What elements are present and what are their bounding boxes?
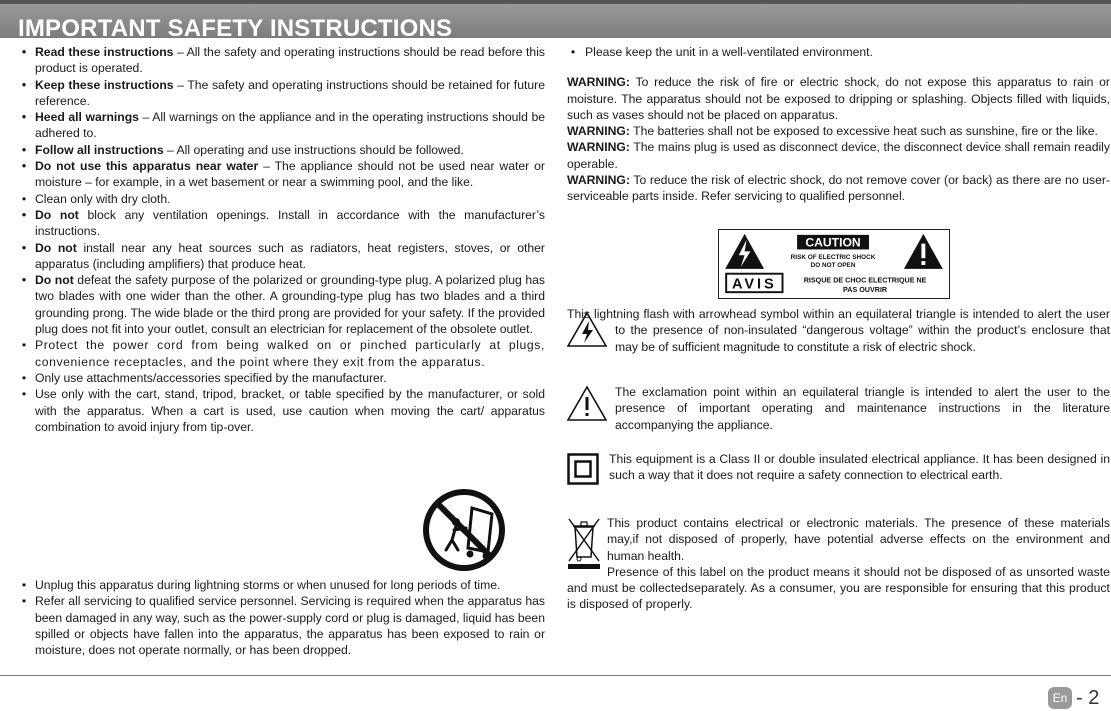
warning-paragraph: WARNING: To reduce the risk of electric shock, do not remove cover (or back) as there are no user-serviceable parts inside. Refer servicing to qualified personnel. [567, 173, 1110, 204]
bullet-icon: • [21, 110, 27, 125]
list-item: • Unplug this apparatus during lightning storms or when unused for long periods of time. [18, 577, 545, 593]
bullet-icon: • [21, 191, 27, 206]
page-title: IMPORTANT SAFETY INSTRUCTIONS [18, 15, 453, 42]
list-item: • Do not use this apparatus near water – The appliance should not be used near water or moisture – for example, in a wet basement or near a swimming pool, and the like. [18, 158, 545, 191]
section-header [0, 4, 1111, 42]
risk-fr-line1: RISQUE DE CHOC ELECTRIQUE NE [803, 276, 927, 285]
list-item: • Follow all instructions – All operating and use instructions should be followed. [18, 142, 545, 158]
bullet-icon: • [21, 77, 27, 92]
double-square-icon [567, 453, 599, 485]
bullet-icon: • [21, 207, 27, 222]
crossed-bin-icon [567, 517, 601, 571]
warning-paragraph: WARNING: The mains plug is used as disconnect device, the disconnect device shall remain readily operable. [567, 140, 1110, 171]
language-badge: En [1048, 687, 1072, 709]
weee-symbol-note: This product contains electrical or electronic materials. The presence of these materials may,if not disposed of properly, have potential adverse effects on the environment and human health. Presence of this label on the product means it should not be disposed of as unsorted waste and must be collectedseparately. As a consumer, you are responsible for ensuring that this product is disposed of properly. [567, 516, 1110, 612]
list-item: • Read these instructions – All the safety and operating instructions should be read before this product is operated. [18, 44, 545, 77]
list-item: • Do not block any ventilation openings. Install in accordance with the manufacturer’s instructions. [18, 207, 545, 240]
risk-en-line1: RISK OF ELECTRIC SHOCK [790, 254, 876, 262]
avis-word: AVIS [732, 276, 777, 293]
lightning-symbol-note: This lightning flash with arrowhead symbol within an equilateral triangle is intended to alert the user to the presence of non-insulated “dangerous voltage” within the product’s enclosure that may be of sufficient magnitude to constitute a risk of electric shock. [567, 307, 1110, 354]
caution-label [718, 229, 950, 299]
left-column-bottom [18, 577, 545, 658]
list-item: • Only use attachments/accessories specified by the manufacturer. [18, 370, 545, 386]
bullet-icon: • [21, 594, 27, 609]
bullet-icon: • [21, 578, 27, 592]
risk-en-line2: DO NOT OPEN [810, 261, 856, 269]
page-number: - 2 [1076, 687, 1100, 709]
warning-paragraph: WARNING: The batteries shall not be exposed to excessive heat such as sunshine, fire or the like. [567, 124, 1098, 139]
caution-word: CAUTION [805, 235, 861, 250]
list-item: • Protect the power cord from being walked on or pinched particularly at plugs, convenience receptacles, and the point where they exit from the apparatus. [18, 337, 545, 370]
bullet-icon: • [21, 338, 27, 353]
right-column [567, 44, 1110, 205]
bullet-icon: • [21, 159, 27, 174]
list-item: • Please keep the unit in a well-ventilated environment. [567, 44, 1110, 60]
list-item: • Keep these instructions – The safety and operating instructions should be retained for future reference. [18, 77, 545, 110]
bullet-icon: • [21, 370, 27, 385]
exclamation-triangle-icon [567, 386, 607, 422]
list-item: • Clean only with dry cloth. [18, 191, 545, 207]
warning-block [567, 74, 1110, 204]
cart-tipover-icon [422, 488, 506, 572]
class2-symbol-note: This equipment is a Class II or double insulated electrical appliance. It has been designed in such a way that it does not require a safety connection to electrical earth. [567, 451, 1110, 485]
risk-fr-line2: PAS OUVRIR [843, 286, 888, 295]
list-item: • Heed all warnings – All warnings on the appliance and in the operating instructions should be adhered to. [18, 109, 545, 142]
left-column [18, 44, 545, 435]
list-item: • Refer all servicing to qualified service personnel. Servicing is required when the apparatus has been damaged in any way, such as the power-supply cord or plug is damaged, liquid has been spilled or objects have fallen into the apparatus, the apparatus has been exposed to rain or moisture, does not operate normally, or has been dropped. [18, 593, 545, 658]
warning-paragraph: WARNING: To reduce the risk of fire or electric shock, do not expose this apparatus to rain or moisture. The apparatus should not be exposed to dripping or splashing. Objects filled with liquids, such as vases should not be placed on apparatus. [567, 75, 1110, 122]
bullet-icon: • [570, 45, 576, 59]
bullet-icon: • [21, 45, 27, 59]
exclamation-symbol-note: The exclamation point within an equilateral triangle is intended to alert the user to the presence of important operating and maintenance instructions in the literature accompanying the appliance. [567, 384, 1110, 433]
list-item: • Do not defeat the safety purpose of the polarized or grounding-type plug. A polarized plug has two blades with one wider than the other. A grounding-type plug has two blades and a third grounding prong. The wide blade or the third prong are provided for your safety. If the provided plug does not fit into your outlet, consult an electrician for replacement of the obsolete outlet. [18, 272, 545, 337]
list-item: • Use only with the cart, stand, tripod, bracket, or table specified by the manufacturer, or sold with the apparatus. When a cart is used, use caution when moving the cart/ apparatus combination to avoid injury from tip-over. [18, 386, 545, 435]
bullet-icon: • [21, 142, 27, 157]
list-item: • Do not install near any heat sources such as radiators, heat registers, stoves, or other apparatus (including amplifiers) that produce heat. [18, 240, 545, 273]
footer-rule [0, 675, 1111, 676]
bullet-icon: • [21, 387, 27, 402]
bullet-icon: • [21, 273, 27, 288]
bullet-icon: • [21, 240, 27, 255]
